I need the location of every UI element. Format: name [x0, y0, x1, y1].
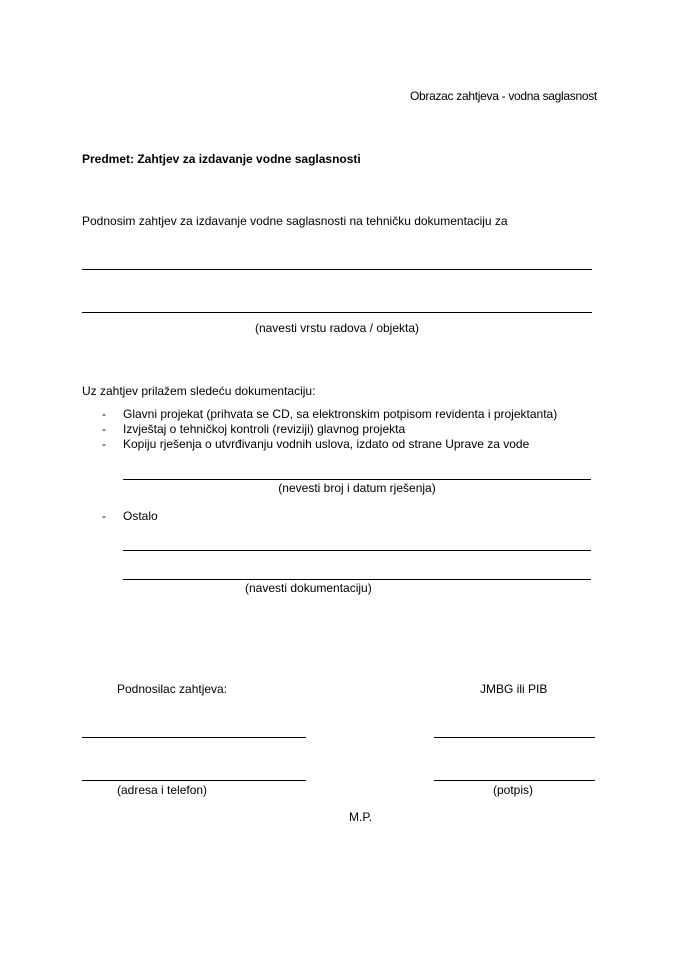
id-number-line[interactable] — [434, 737, 595, 738]
decision-hint: (nevesti broj i datum rješenja) — [278, 481, 436, 495]
other-fill-line-2[interactable] — [123, 579, 591, 580]
other-fill-line-1[interactable] — [123, 550, 591, 551]
list-item: Kopiju rješenja o utvrđivanju vodnih uslova, izdato od strane Uprave za vode — [123, 437, 530, 451]
stamp-label: M.P. — [349, 810, 373, 824]
signature-line[interactable] — [434, 780, 595, 781]
attachments-intro-text: Uz zahtjev prilažem sledeću dokumentaciju: — [82, 384, 316, 398]
signature-hint: (potpis) — [493, 783, 534, 797]
list-item: Izvještaj o tehničkoj kontroli (reviziji) glavnog projekta — [123, 422, 406, 436]
address-line[interactable] — [82, 780, 306, 781]
form-type-label: Obrazac zahtjeva - vodna saglasnost — [410, 89, 597, 103]
list-item: Glavni projekat (prihvata se CD, sa elektronskim potpisom revidenta i projektanta) — [123, 407, 558, 421]
docs-hint: (navesti dokumentaciju) — [245, 581, 372, 595]
request-intro-text: Podnosim zahtjev za izdavanje vodne saglasnosti na tehničku dokumentaciju za — [82, 214, 508, 228]
works-fill-line-2[interactable] — [82, 312, 592, 313]
list-bullet: - — [102, 509, 106, 523]
list-bullet: - — [102, 437, 106, 451]
id-label: JMBG ili PIB — [480, 682, 548, 696]
works-fill-line-1[interactable] — [82, 269, 592, 270]
list-bullet: - — [102, 422, 106, 436]
other-label: Ostalo — [123, 509, 158, 523]
subject-title: Predmet: Zahtjev za izdavanje vodne saglasnosti — [82, 152, 361, 166]
list-bullet: - — [102, 407, 106, 421]
decision-fill-line[interactable] — [123, 479, 591, 480]
address-hint: (adresa i telefon) — [117, 783, 208, 797]
works-hint: (navesti vrstu radova / objekta) — [254, 321, 420, 335]
applicant-name-line[interactable] — [82, 737, 306, 738]
applicant-label: Podnosilac zahtjeva: — [117, 682, 228, 696]
